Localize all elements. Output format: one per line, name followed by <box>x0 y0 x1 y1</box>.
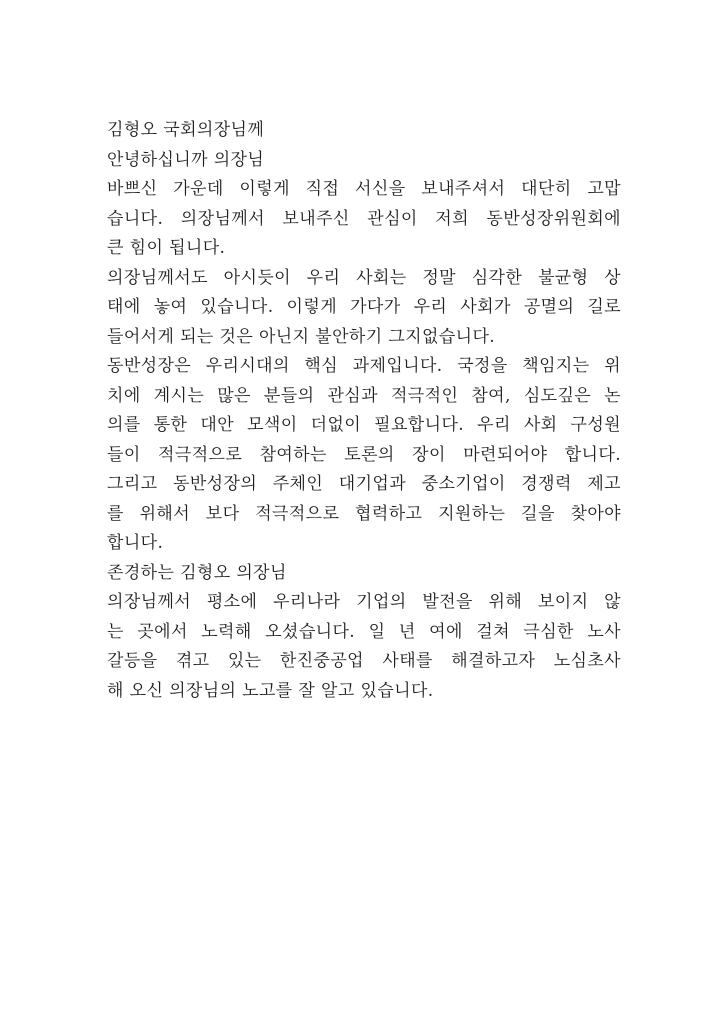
letter-body <box>107 116 621 706</box>
text-line: 태에 놓여 있습니다. 이렇게 가다가 우리 사회가 공멸의 길로 <box>107 297 621 317</box>
text-line: 합니다. <box>107 533 164 553</box>
text-line: 의장님께서 평소에 우리나라 기업의 발전을 위해 보이지 않 <box>107 592 621 612</box>
paragraph-thanks <box>107 175 621 264</box>
text-line: 들어서게 되는 것은 아닌지 불안하기 그지없습니다. <box>107 326 496 347</box>
text-line: 해 오신 의장님의 노고를 잘 알고 있습니다. <box>107 680 434 701</box>
text-line: 습니다. 의장님께서 보내주신 관심이 저희 동반성장위원회에 <box>107 208 621 229</box>
letter-salutation: 존경하는 김형오 의장님 <box>107 562 287 583</box>
text-line: 의장님께서도 아시듯이 우리 사회는 정말 심각한 불균형 상 <box>107 267 621 288</box>
paragraph-closing <box>107 588 621 706</box>
letter-greeting: 안녕하십니까 의장님 <box>107 149 265 170</box>
text-line: 갈등을 겪고 있는 한진중공업 사태를 해결하고자 노심초사 <box>107 651 621 671</box>
text-line: 바쁘신 가운데 이렇게 직접 서신을 보내주셔서 대단히 고맙 <box>107 179 621 199</box>
text-line: 치에 계시는 많은 분들의 관심과 적극적인 참여, 심도깊은 논 <box>107 385 621 406</box>
paragraph-imbalance <box>107 264 621 353</box>
text-line: 의를 통한 대안 모색이 더없이 필요합니다. 우리 사회 구성원 <box>107 415 621 435</box>
paragraph-shared-growth <box>107 352 621 559</box>
text-line: 들이 적극적으로 참여하는 토론의 장이 마련되어야 합니다. <box>107 444 621 465</box>
text-line: 는 곳에서 노력해 오셨습니다. 일 년 여에 걸쳐 극심한 노사 <box>107 621 621 642</box>
text-line: 큰 힘이 됩니다. <box>107 238 226 258</box>
text-line: 를 위해서 보다 적극적으로 협력하고 지원하는 길을 찾아야 <box>107 503 621 524</box>
text-line: 동반성장은 우리시대의 핵심 과제입니다. 국정을 책임지는 위 <box>107 356 621 376</box>
letter-addressee: 김형오 국회의장님께 <box>107 120 265 140</box>
text-line: 그리고 동반성장의 주체인 대기업과 중소기업이 경쟁력 제고 <box>107 474 621 494</box>
